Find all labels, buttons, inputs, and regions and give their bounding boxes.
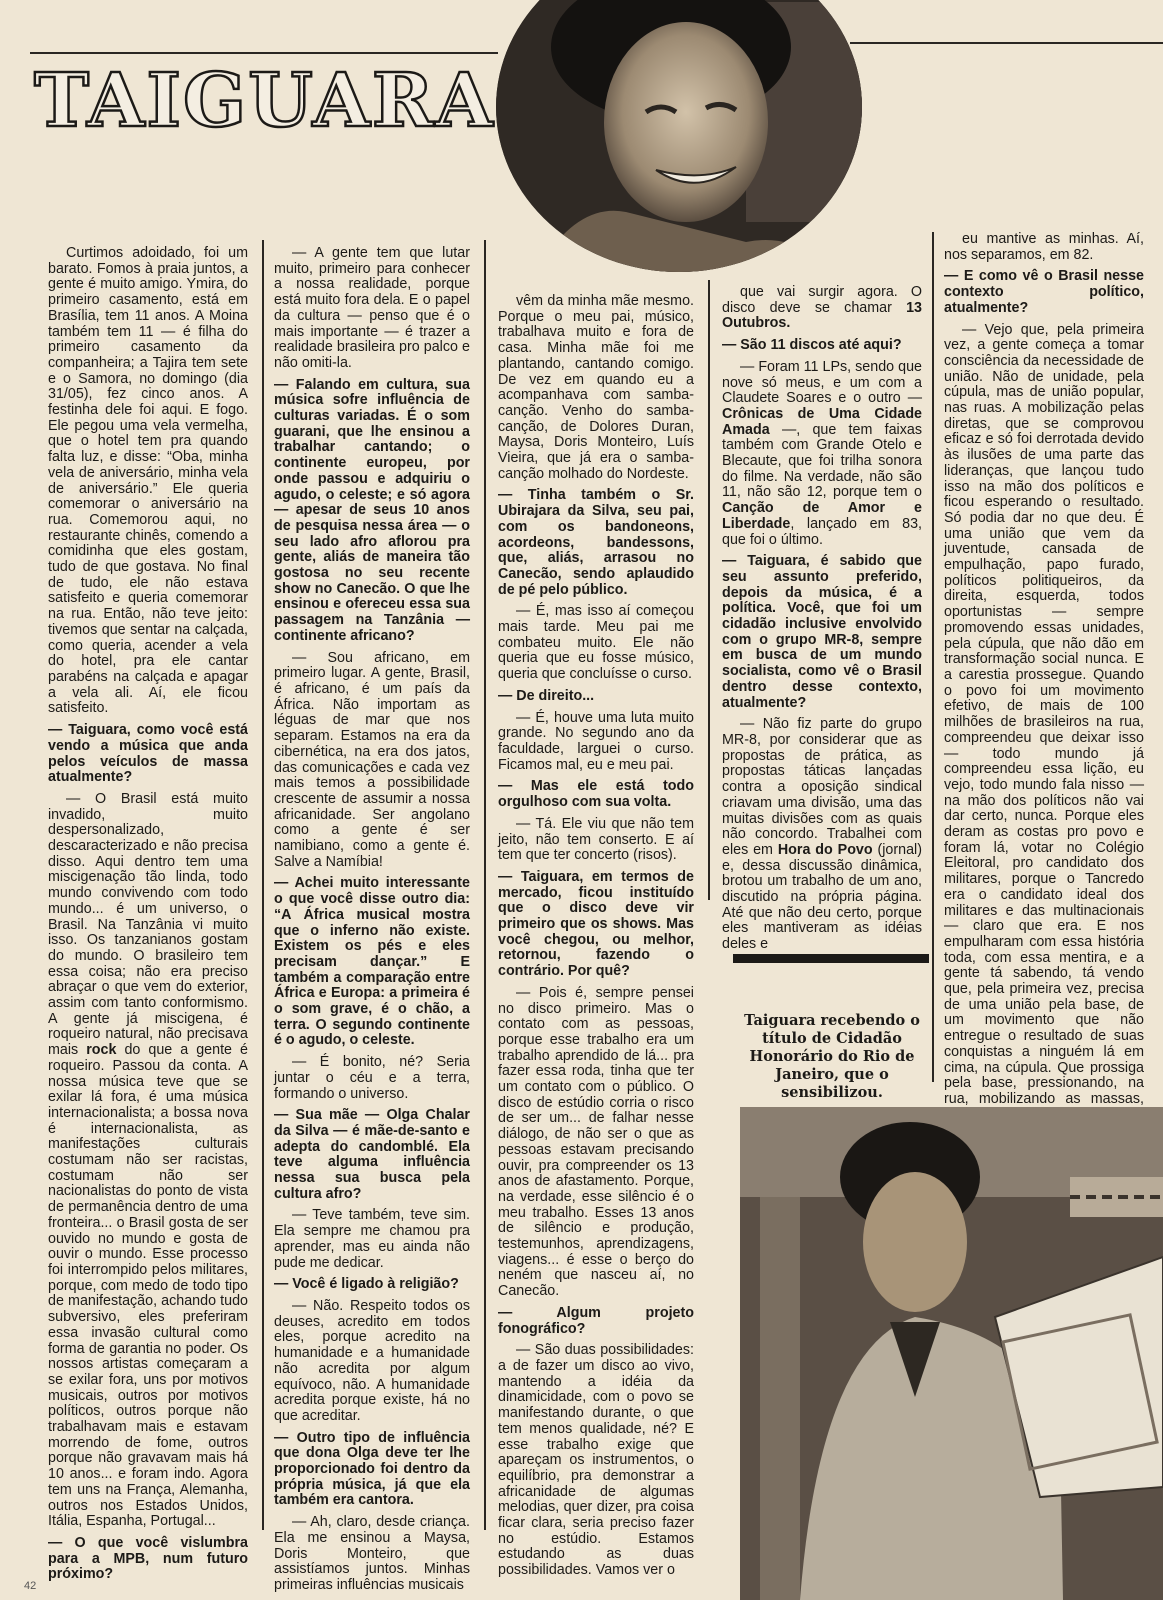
paragraph: — É, mas isso aí começou mais tarde. Meu pai me combateu muito. Ele não queria que eu fosse músico, queria que concluísse o curso.	[498, 603, 694, 683]
paragraph: — É, houve uma luta muito grande. No segundo ano da faculdade, larguei o curso. Ficamos mal, eu e meu pai.	[498, 709, 694, 773]
paragraph: — Tá. Ele viu que não tem jeito, não tem conserto. E aí tem que ter concerto (risos).	[498, 815, 694, 864]
paragraph: — Vejo que, pela primeira vez, a gente começa a tomar consciência da necessidade de união. Não de unidade, pela cúpula, mas de união popular, nas ruas. A mobilização pelas diretas, que se comprovou eficaz e só foi derrotada devido às ilusões de uma parte das lideranças, que lançou tudo isso na mão dos políticos e ficou esperando o resultado. Só podia dar no que deu. É uma união que vem da juventude, cansada de empulhação, papo furado, políticos politiqueiros, da direita, esquerda, todos oportunistas — sempre promovendo essas unidades, pela cúpula, que não dão em transformação social nunca. E a carestia prossegue. Quando o povo foi um movimento efetivo, de mais de 100 milhões de brasileiros na rua, compreendeu que deixar isso — todo mundo já compreendeu essa lição, eu vejo, todo mundo fala nisso — na mão dos políticos não vai dar certo, nunca. Porque eles deram as costas pro povo e foram lá, votar no Colégio Eleitoral, pro candidato dos militares, porque o Tancredo era o candidato ideal dos militares e das multinacionais — claro que era. E nos empulharam com essa história toda, com essa mentira, e a gente tá sabendo, tá vendo que, pela primeira vez, precisa de uma união pela base, de um movimento que não entregue o resultado de suas conquistas a ninguém lá em cima, na cúpula. Que prossiga pela base, pressionando, na rua, mobilizando as massas,	[944, 321, 1144, 1107]
interview-question: — Mas ele está todo orgulhoso com sua volta.	[498, 778, 694, 811]
portrait-photo	[496, 0, 862, 272]
paragraph: — Ah, claro, desde criança. Ela me ensinou a Maysa, Doris Monteiro, que assistíamos juntos. Minhas primeiras influências musicais	[274, 1514, 470, 1593]
paragraph: Curtimos adoidado, foi um barato. Fomos à praia juntos, a gente é muito amigo. Ymira, do primeiro casamento, está em Brasília, tem 11 anos. A Moina também tem 11 — é filha do primeiro casamento da companheira; a Tajira tem sete e o Samora, no domingo (dia 31/05), fez cinco anos. A festinha dele foi aqui. E fogo. Ele pegou uma vela vermelha, que o hotel tem pra quando falta luz, e disse: “Oba, minha vela de aniversário, minha vela de aniversário.” Ele queria comemorar o aniversário na rua. Comemorou aqui, no restaurante chinês, comendo a comidinha que eles gostam, tudo de que gostava. No final de tudo, ele não estava satisfeito e queria comemorar na rua. Então, não teve jeito: tivemos que sentar na calçada, como queria, acender a vela do hotel, pra ele cantar parabéns na calçada e apagar a vela ali. Aí, ele ficou satisfeito.	[48, 245, 248, 717]
interview-question: — Taiguara, em termos de mercado, ficou instituído que o disco deve vir primeiro que os shows. Mas você chegou, ou melhor, retornou, fazendo o contrário. Por quê?	[498, 868, 694, 980]
paragraph: — Não fiz parte do grupo MR-8, por considerar que as propostas de prática, as propostas táticas lançadas contra a oposição sindical criavam uma divisão, uma das muitas divisões com as quais não concordo. Trabalhei com eles em Hora do Povo (jornal) e, dessa discussão dinâmica, brotou um trabalho de um ano, discutido na própria página. Até que não deu certo, porque eles mantiveram as idéias deles e	[722, 716, 922, 953]
paragraph: — Pois é, sempre pensei no disco primeiro. Mas o contato com as pessoas, porque esse trabalho era um trabalho aprendido de lá... pra fazer essa roda, tinha que ter um contato com o público. O disco de estúdio corria o risco de ser um... de falhar nesse diálogo, de não ser o que as pessoas estavam precisando ouvir, pra compreender os 13 anos de afastamento. Porque, na verdade, esse silêncio é o meu trabalho. Esses 13 anos de silêncio e produção, testemunhos, aprendizagens, viagens... é esse o berço do neném que nasceu aí, no Canecão.	[498, 984, 694, 1300]
interview-question: — Você é ligado à religião?	[274, 1276, 459, 1293]
column-4	[722, 285, 922, 959]
ceremony-photo	[740, 1107, 1163, 1600]
interview-question: — Taiguara, como você está vendo a música que anda pelos veículos de massa atualmente?	[48, 722, 248, 786]
top-rule-right	[850, 42, 1163, 44]
article-title: TAIGUARA	[34, 58, 495, 144]
paragraph: vêm da minha mãe mesmo. Porque o meu pai, músico, trabalhava muito e fora de casa. Minha mãe foi me plantando, cantando comigo. De vez em quando eu a acompanhava com samba-canção. Venho do samba-canção, de Dolores Duran, Maysa, Doris Monteiro, Luís Vieira, que já era o samba-canção molhado do Nordeste.	[498, 293, 694, 482]
interview-question: — Achei muito interessante o que você disse outro dia: “A África musical mostra que o inferno não existe. Existem os pés e eles precisam dançar.” E também a comparação entre África e Europa: a primeira é o som grave, é o chão, a terra. O segundo continente é o agudo, o celeste.	[274, 875, 470, 1049]
paragraph: — É bonito, né? Seria juntar o céu e a terra, formando o universo.	[274, 1054, 470, 1102]
interview-question: — Algum projeto fonográfico?	[498, 1304, 694, 1337]
paragraph: — O Brasil está muito invadido, muito despersonalizado, descaracterizado e não precisa disso. Aqui dentro tem uma miscigenação tão linda, todo mundo convivendo com todo mundo... é um universo, o Brasil. Na Tanzânia vi muito isso. Os tanzanianos gostam do mundo. O brasileiro tem essa coisa; não era preciso abraçar o que vem do exterior, assim com tanto conformismo. A gente já miscigena, é roqueiro natural, não precisava mais rock do que a gente é roqueiro. Passou da conta. A nossa música teve que se exilar lá fora, é uma música internacionalista; a bossa nova é internacionalista, as manifestações culturais costumam não ser racistas, costumam não ser nacionalistas do ponto de vista de permanência dentro de uma fronteira... o Brasil gosta de ser ouvido no mundo e gosta de ouvir o mundo. Esse processo foi interrompido pelos militares, porque, com medo de todo tipo de manifestação, achando tudo subversivo, eles preferiram essa invasão cultural como forma de garantia no poder. Os nossos artistas começaram a se exilar fora, uns por motivos musicais, outros por motivos políticos, outros porque não trabalhavam mais e estavam morrendo de fome, outros porque não gravavam mais há 10 anos... e foram indo. Agora tem uns na França, Alemanha, outros nos Estados Unidos, Itália, Espanha, Portugal...	[48, 790, 248, 1530]
column-divider	[484, 240, 486, 1530]
column-2	[274, 246, 470, 1600]
paragraph: — Teve também, teve sim. Ela sempre me chamou pra aprender, mas eu ainda não pude me dedicar.	[274, 1207, 470, 1271]
page-number: 42	[24, 1580, 37, 1592]
column-5	[944, 232, 1144, 1145]
interview-question: — Taiguara, é sabido que seu assunto preferido, depois da música, é a política. Você, que foi um cidadão inclusive envolvido com o grupo MR-8, sempre em busca de um mundo socialista, como vê o Brasil dentro desse contexto, atualmente?	[722, 553, 922, 711]
interview-question: — São 11 discos até aqui?	[722, 337, 902, 354]
interview-question: — Tinha também o Sr. Ubirajara da Silva, seu pai, com os bandoneons, acordeons, bandessons, que, aliás, arrasou no Canecão, sendo aplaudido de pé pelo público.	[498, 487, 694, 598]
paragraph: — São duas possibilidades: a de fazer um disco ao vivo, mantendo a idéia da dinamicidade, com o povo se manifestando durante, o que tem menos qualidade, né? E esse trabalho exige que apareçam os instrumentos, o equilíbrio, pra demonstrar a africanidade de algumas melodias, quer dizer, pra coisa ficar clara, seria preciso fazer no estúdio. Estamos estudando as duas possibilidades. Vamos ver o	[498, 1342, 694, 1579]
column-3	[498, 294, 694, 1585]
caption-bar	[733, 954, 929, 963]
column-divider	[262, 240, 264, 1530]
paragraph: eu mantive as minhas. Aí, nos separamos, em 82.	[944, 231, 1144, 263]
interview-question: — O que você vislumbra para a MPB, num futuro próximo?	[48, 1534, 248, 1583]
paragraph: — A gente tem que lutar muito, primeiro para conhecer a nossa realidade, porque está muito fora dela. E o papel da cultura — penso que é o mais importante — é trazer a realidade brasileira pro palco e não omiti-la.	[274, 245, 470, 371]
paragraph: — Não. Respeito todos os deuses, acredito em todos eles, porque acredito na humanidade e a humanidade não acredita por algum equívoco, não. A humanidade acredita porque existe, há no que acreditar.	[274, 1298, 470, 1424]
paragraph: que vai surgir agora. O disco deve se chamar 13 Outubros.	[722, 284, 922, 332]
photo-caption: Taiguara recebendo o título de Cidadão Honorário do Rio de Janeiro, que o sensibilizou.	[744, 1012, 920, 1101]
interview-question: — Sua mãe — Olga Chalar da Silva — é mãe-de-santo e adepta do candomblé. Ela teve alguma influência nessa sua busca pela cultura afro?	[274, 1107, 470, 1202]
column-1	[48, 246, 248, 1589]
paragraph: — Sou africano, em primeiro lugar. A gente, Brasil, é africano, é um país da África. Não importam as léguas de mar que nos separam. Estamos na era da cibernética, na era dos jatos, das comunicações e cada vez mais temos a possibilidade crescente de assumir a nossa africanidade. Ser angolano como a gente é ser namibiano, como a gente é. Salve a Namíbia!	[274, 649, 470, 870]
interview-question: — E como vê o Brasil nesse contexto político, atualmente?	[944, 268, 1144, 316]
column-divider	[708, 280, 710, 900]
column-divider	[932, 232, 934, 1082]
top-rule-left	[30, 52, 498, 54]
interview-question: — Falando em cultura, sua música sofre influência de culturas variadas. É o som guarani, que lhe ensinou a trabalhar cantando; o continente europeu, por onde passou e adquiriu o agudo, o celeste; e só agora — apesar de seus 10 anos de pesquisa nessa área — o seu lado afro aflorou pra gente, aliás de maneira tão gostosa no seu recente show no Canecão. O que lhe ensinou e ofereceu essa sua passagem na Tanzânia — continente africano?	[274, 376, 470, 644]
interview-question: — De direito...	[498, 687, 595, 704]
paragraph: — Foram 11 LPs, sendo que nove só meus, e um com a Claudete Soares e o outro — Crônicas de Uma Cidade Amada —, que tem faixas também com Grande Otelo e Blecaute, que foi trilha sonora do filme. Na verdade, não são 11, não são 12, porque tem o Canção de Amor e Liberdade, lançado em 83, que foi o último.	[722, 358, 922, 548]
interview-question: — Outro tipo de influência que dona Olga deve ter lhe proporcionado foi dentro da própria música, já que ela também era cantora.	[274, 1429, 470, 1509]
